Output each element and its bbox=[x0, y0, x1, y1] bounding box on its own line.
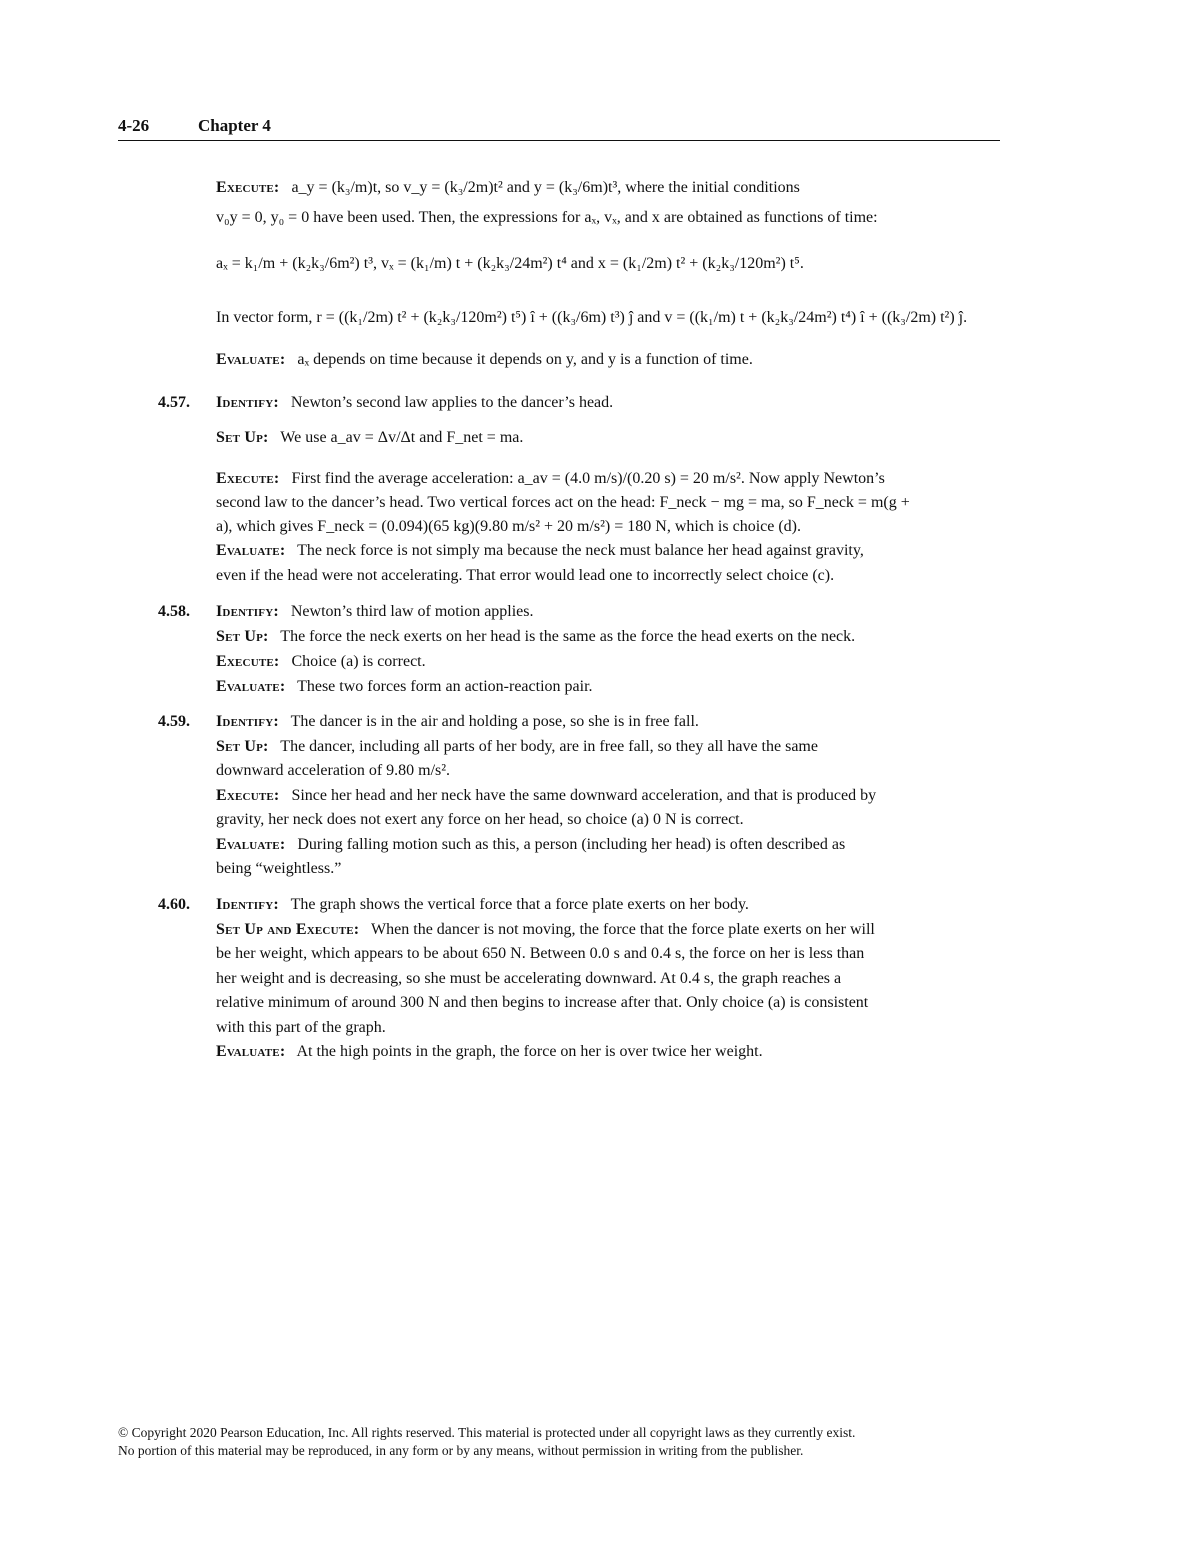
evaluate-label: Evaluate: bbox=[216, 1043, 286, 1060]
p459-setup-line-2: downward acceleration of 9.80 m/s². bbox=[216, 762, 451, 779]
p457-identify-text: Newton’s second law applies to the dancer’s head. bbox=[290, 394, 614, 411]
p457-setup-text: We use a_av = Δv/Δt and F_net = ma. bbox=[280, 429, 524, 446]
p460-setup-line-3: her weight and is decreasing, so she must be accelerating downward. At 0.4 s, the graph reaches a bbox=[216, 970, 842, 987]
copyright-line-2: No portion of this material may be reproduced, in any form or by any means, without permission in writing from the publisher. bbox=[118, 1443, 804, 1458]
p459-setup-text-1: The dancer, including all parts of her body, are in free fall, so they all have the same bbox=[280, 738, 818, 755]
identify-label: Identify: bbox=[216, 603, 279, 620]
execute-label: Execute: bbox=[216, 653, 280, 670]
setup-label: Set Up: bbox=[216, 429, 269, 446]
prev-execute-line-2: v₀y = 0, y₀ = 0 have been used. Then, the expressions for aₓ, vₓ, and x are obtained as functions of time: bbox=[216, 209, 878, 226]
p460-setup-text-1: When the dancer is not moving, the force that the force plate exerts on her will bbox=[371, 921, 875, 938]
chapter-title: Chapter 4 bbox=[198, 116, 271, 135]
p460-setup-line-5: with this part of the graph. bbox=[216, 1019, 386, 1036]
p459-execute-text-1: Since her head and her neck have the same downward acceleration, and that is produced by bbox=[291, 787, 877, 804]
p460-setup-line-2: be her weight, which appears to be about 650 N. Between 0.0 s and 0.4 s, the force on her is less than bbox=[216, 945, 865, 962]
p460-evaluate-text: At the high points in the graph, the force on her is over twice her weight. bbox=[296, 1043, 763, 1060]
setup-label: Set Up: bbox=[216, 628, 269, 645]
p460-setup-line-1 bbox=[216, 920, 875, 940]
equation-ax-vx-x: aₓ = k₁/m + (k₂k₃/6m²) t³, vₓ = (k₁/m) t + (k₂k₃/24m²) t⁴ and x = (k₁/2m) t² + (k₂k₃/120m²) t⁵. bbox=[216, 255, 804, 272]
evaluate-label: Evaluate: bbox=[216, 351, 286, 368]
p457-evaluate-line-1 bbox=[216, 541, 864, 561]
p458-evaluate-text: These two forces form an action-reaction pair. bbox=[297, 678, 593, 695]
page-header bbox=[118, 114, 1000, 141]
p459-identify-text: The dancer is in the air and holding a pose, so she is in free fall. bbox=[290, 713, 699, 730]
p458-execute bbox=[216, 652, 426, 672]
problem-number-4-57: 4.57. bbox=[158, 394, 190, 411]
page-number: 4-26 bbox=[118, 116, 150, 135]
setup-label: Set Up: bbox=[216, 738, 269, 755]
p458-identify-text: Newton’s third law of motion applies. bbox=[290, 603, 534, 620]
prev-evaluate-text: aₓ depends on time because it depends on y, and y is a function of time. bbox=[297, 351, 753, 368]
copyright-line-1: © Copyright 2020 Pearson Education, Inc. All rights reserved. This material is protected under all copyright laws as they currently exist. bbox=[118, 1425, 856, 1440]
p458-execute-text: Choice (a) is correct. bbox=[291, 653, 426, 670]
evaluate-label: Evaluate: bbox=[216, 678, 286, 695]
p457-evaluate-text-1: The neck force is not simply ma because the neck must balance her head against gravity, bbox=[297, 542, 864, 559]
execute-label: Execute: bbox=[216, 179, 280, 196]
p459-evaluate-line-2: being “weightless.” bbox=[216, 860, 342, 877]
execute-label: Execute: bbox=[216, 470, 280, 487]
problem-number-4-58: 4.58. bbox=[158, 603, 190, 620]
identify-label: Identify: bbox=[216, 896, 279, 913]
p460-setup-line-4: relative minimum of around 300 N and then begins to increase after that. Only choice (a) is consistent bbox=[216, 994, 869, 1011]
evaluate-label: Evaluate: bbox=[216, 542, 286, 559]
p459-setup-line-1 bbox=[216, 737, 818, 757]
p459-identify bbox=[216, 712, 699, 732]
p458-evaluate bbox=[216, 677, 593, 697]
p459-execute-line-1 bbox=[216, 786, 876, 806]
equation-vector-form: In vector form, r = ((k₁/2m) t² + (k₂k₃/120m²) t⁵) î + ((k₃/6m) t³) ĵ and v = ((k₁/m) t + (k₂k₃/24m²) t⁴) î + ((k₃/2m) t²) ĵ. bbox=[216, 309, 968, 326]
p459-execute-line-2: gravity, her neck does not exert any force on her head, so choice (a) 0 N is correct. bbox=[216, 811, 744, 828]
p457-evaluate-line-2: even if the head were not accelerating. That error would lead one to incorrectly select choice (c). bbox=[216, 567, 835, 584]
p457-identify bbox=[216, 393, 613, 413]
problem-number-4-59: 4.59. bbox=[158, 713, 190, 730]
p458-setup-text: The force the neck exerts on her head is the same as the force the head exerts on the neck. bbox=[280, 628, 856, 645]
execute-label: Execute: bbox=[216, 787, 280, 804]
identify-label: Identify: bbox=[216, 394, 279, 411]
prev-evaluate-line bbox=[216, 350, 753, 370]
p459-evaluate-line-1 bbox=[216, 835, 845, 855]
problem-number-4-60: 4.60. bbox=[158, 896, 190, 913]
p457-execute-line-2: second law to the dancer’s head. Two vertical forces act on the head: F_neck − mg = ma, so F_neck = m(g + bbox=[216, 494, 910, 511]
p458-identify bbox=[216, 602, 534, 622]
setup-execute-label: Set Up and Execute: bbox=[216, 921, 360, 938]
p457-execute-line-3: a), which gives F_neck = (0.094)(65 kg)(9.80 m/s² + 20 m/s²) = 180 N, which is choice (d). bbox=[216, 518, 802, 535]
prev-execute-line-1 bbox=[216, 178, 800, 198]
p457-execute-line-1 bbox=[216, 469, 885, 489]
p457-setup bbox=[216, 428, 523, 448]
identify-label: Identify: bbox=[216, 713, 279, 730]
p460-evaluate bbox=[216, 1042, 763, 1062]
evaluate-label: Evaluate: bbox=[216, 836, 286, 853]
prev-execute-text-1: a_y = (k₃/m)t, so v_y = (k₃/2m)t² and y = (k₃/6m)t³, where the initial conditions bbox=[291, 179, 800, 196]
p460-identify bbox=[216, 895, 749, 915]
p460-identify-text: The graph shows the vertical force that a force plate exerts on her body. bbox=[290, 896, 749, 913]
p457-execute-text-1: First find the average acceleration: a_av = (4.0 m/s)/(0.20 s) = 20 m/s². Now apply Newton’s bbox=[291, 470, 885, 487]
p458-setup bbox=[216, 627, 855, 647]
p459-evaluate-text-1: During falling motion such as this, a person (including her head) is often described as bbox=[297, 836, 846, 853]
